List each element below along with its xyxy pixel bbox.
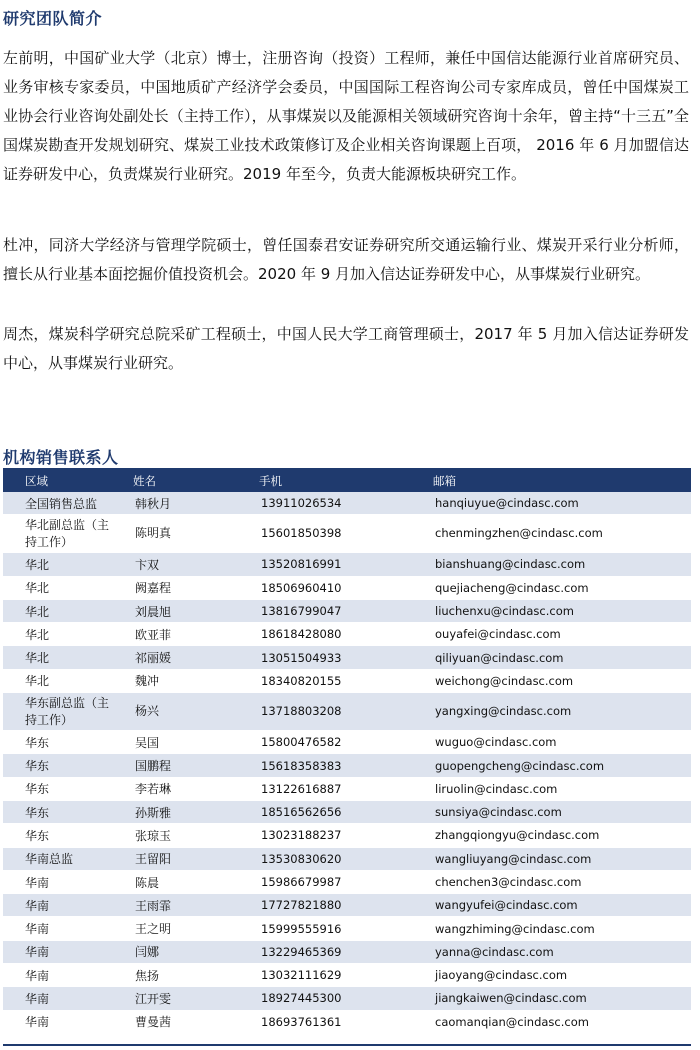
table-row (3, 1010, 691, 1033)
region-cell: 华南 (3, 987, 111, 1010)
table-row (3, 599, 691, 622)
phone-cell: 15618358383 (237, 754, 411, 777)
name-cell: 王雨霏 (111, 894, 237, 917)
table-row (3, 987, 691, 1010)
table-header-row (3, 470, 691, 492)
table-row (3, 492, 691, 515)
region-cell: 华南 (3, 1010, 111, 1033)
phone-cell: 15999555916 (237, 917, 411, 940)
name-cell: 李若琳 (111, 777, 237, 800)
phone-cell: 18618428080 (237, 623, 411, 646)
name-cell: 王留阳 (111, 847, 237, 870)
table-row (3, 731, 691, 754)
table-row (3, 847, 691, 870)
sales-contacts-title: 机构销售联系人 (3, 448, 119, 467)
email-cell: chenmingzhen@cindasc.com (411, 515, 691, 553)
phone-cell: 15800476582 (237, 731, 411, 754)
region-cell: 华南 (3, 870, 111, 893)
table-row (3, 754, 691, 777)
name-cell: 韩秋月 (111, 492, 237, 515)
sales-contacts-table (3, 470, 691, 1034)
team-member-bio: 杜冲，同济大学经济与管理学院硕士，曾任国泰君安证券研究所交通运输行业、煤炭开采行业分析师，擅长从行业基本面挖掘价值投资机会。2020 年 9 月加入信达证券研发中心，从事煤炭行业研究。 (3, 236, 689, 283)
region-cell: 华南 (3, 964, 111, 987)
name-cell: 魏冲 (111, 669, 237, 692)
phone-cell: 13051504933 (237, 646, 411, 669)
region-cell: 华北 (3, 599, 111, 622)
email-cell: chenchen3@cindasc.com (411, 870, 691, 893)
column-header-email: 邮箱 (411, 470, 691, 492)
contacts-table-body (3, 492, 691, 1033)
email-cell: jiaoyang@cindasc.com (411, 964, 691, 987)
name-cell: 曹曼茜 (111, 1010, 237, 1033)
email-cell: yangxing@cindasc.com (411, 693, 691, 731)
name-cell: 杨兴 (111, 693, 237, 731)
table-row (3, 870, 691, 893)
table-row (3, 669, 691, 692)
email-cell: yanna@cindasc.com (411, 940, 691, 963)
region-cell: 华东副总监（主持工作） (3, 693, 111, 731)
name-cell: 阙嘉程 (111, 576, 237, 599)
phone-cell: 15986679987 (237, 870, 411, 893)
email-cell: sunsiya@cindasc.com (411, 800, 691, 823)
phone-cell: 13816799047 (237, 599, 411, 622)
table-row (3, 777, 691, 800)
table-row (3, 824, 691, 847)
region-cell: 华南 (3, 894, 111, 917)
name-cell: 陈晨 (111, 870, 237, 893)
phone-cell: 13023188237 (237, 824, 411, 847)
name-cell: 国鹏程 (111, 754, 237, 777)
name-cell: 刘晨旭 (111, 599, 237, 622)
table-row (3, 917, 691, 940)
region-cell: 全国销售总监 (3, 492, 111, 515)
table-row (3, 800, 691, 823)
team-member-bio: 周杰，煤炭科学研究总院采矿工程硕士，中国人民大学工商管理硕士，2017 年 5 月加入信达证券研发中心，从事煤炭行业研究。 (3, 325, 689, 372)
column-header-phone: 手机 (237, 470, 411, 492)
table-row (3, 940, 691, 963)
phone-cell: 13032111629 (237, 964, 411, 987)
phone-cell: 18516562656 (237, 800, 411, 823)
phone-cell: 13229465369 (237, 940, 411, 963)
team-member-bio: 左前明，中国矿业大学（北京）博士，注册咨询（投资）工程师，兼任中国信达能源行业首席研究员、业务审核专家委员，中国地质矿产经济学会委员，中国国际工程咨询公司专家库成员，曾任中国煤炭工业协会行业咨询处副处长（主持工作），从事煤炭以及能源相关领域研究咨询十余年，曾主持“十三五”全国煤炭勘查开发规划研究、煤炭工业技术政策修订及企业相关咨询课题上百项， 2016 年 6 月加盟信达证券研发中心，负责煤炭行业研究。2019 年至今，负责大能源板块研究工作。 (3, 49, 689, 183)
region-cell: 华北 (3, 553, 111, 576)
email-cell: hanqiuyue@cindasc.com (411, 492, 691, 515)
email-cell: caomanqian@cindasc.com (411, 1010, 691, 1033)
region-cell: 华北副总监（主持工作） (3, 515, 111, 553)
email-cell: zhangqiongyu@cindasc.com (411, 824, 691, 847)
region-cell: 华东 (3, 777, 111, 800)
region-cell: 华北 (3, 669, 111, 692)
email-cell: liruolin@cindasc.com (411, 777, 691, 800)
phone-cell: 17727821880 (237, 894, 411, 917)
phone-cell: 15601850398 (237, 515, 411, 553)
name-cell: 欧亚菲 (111, 623, 237, 646)
phone-cell: 13718803208 (237, 693, 411, 731)
email-cell: wuguo@cindasc.com (411, 731, 691, 754)
column-header-region: 区域 (3, 470, 111, 492)
region-cell: 华东 (3, 731, 111, 754)
table-row (3, 646, 691, 669)
email-cell: qiliyuan@cindasc.com (411, 646, 691, 669)
region-cell: 华北 (3, 576, 111, 599)
name-cell: 祁丽媛 (111, 646, 237, 669)
name-cell: 张琼玉 (111, 824, 237, 847)
phone-cell: 13911026534 (237, 492, 411, 515)
email-cell: bianshuang@cindasc.com (411, 553, 691, 576)
table-bottom-rule (3, 1044, 691, 1046)
table-row (3, 553, 691, 576)
region-cell: 华北 (3, 623, 111, 646)
region-cell: 华南 (3, 940, 111, 963)
table-row (3, 693, 691, 731)
email-cell: weichong@cindasc.com (411, 669, 691, 692)
name-cell: 王之明 (111, 917, 237, 940)
email-cell: ouyafei@cindasc.com (411, 623, 691, 646)
table-row (3, 894, 691, 917)
phone-cell: 18927445300 (237, 987, 411, 1010)
phone-cell: 18693761361 (237, 1010, 411, 1033)
name-cell: 孙斯雅 (111, 800, 237, 823)
table-row (3, 623, 691, 646)
email-cell: quejiacheng@cindasc.com (411, 576, 691, 599)
email-cell: liuchenxu@cindasc.com (411, 599, 691, 622)
name-cell: 吴国 (111, 731, 237, 754)
region-cell: 华东 (3, 824, 111, 847)
research-team-title: 研究团队简介 (3, 9, 103, 28)
region-cell: 华南总监 (3, 847, 111, 870)
email-cell: wangliuyang@cindasc.com (411, 847, 691, 870)
table-row (3, 515, 691, 553)
phone-cell: 18506960410 (237, 576, 411, 599)
phone-cell: 13530830620 (237, 847, 411, 870)
region-cell: 华南 (3, 917, 111, 940)
phone-cell: 13122616887 (237, 777, 411, 800)
region-cell: 华北 (3, 646, 111, 669)
phone-cell: 13520816991 (237, 553, 411, 576)
name-cell: 江开雯 (111, 987, 237, 1010)
email-cell: guopengcheng@cindasc.com (411, 754, 691, 777)
name-cell: 卞双 (111, 553, 237, 576)
email-cell: jiangkaiwen@cindasc.com (411, 987, 691, 1010)
table-row (3, 964, 691, 987)
region-cell: 华东 (3, 754, 111, 777)
email-cell: wangyufei@cindasc.com (411, 894, 691, 917)
phone-cell: 18340820155 (237, 669, 411, 692)
column-header-name: 姓名 (111, 470, 237, 492)
name-cell: 陈明真 (111, 515, 237, 553)
name-cell: 闫娜 (111, 940, 237, 963)
table-row (3, 576, 691, 599)
name-cell: 焦扬 (111, 964, 237, 987)
region-cell: 华东 (3, 800, 111, 823)
email-cell: wangzhiming@cindasc.com (411, 917, 691, 940)
